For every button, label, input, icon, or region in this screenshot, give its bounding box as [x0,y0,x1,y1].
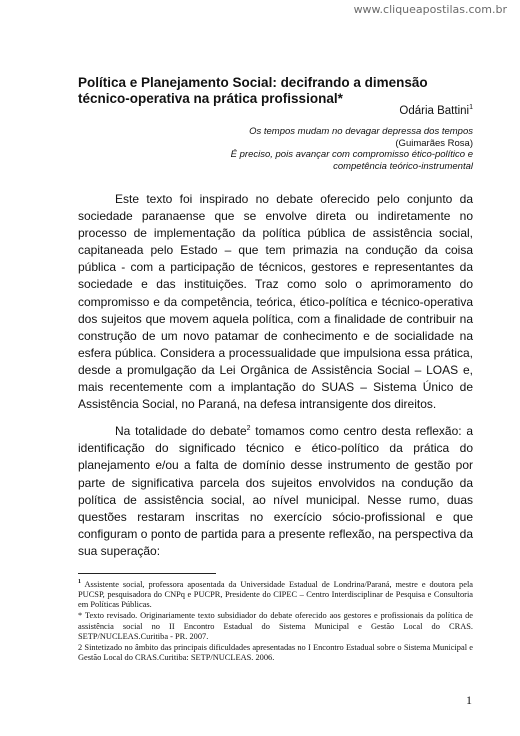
paragraph-2-rest: tomamos como centro desta reflexão: a identificação do significado técnico e ético-político da prática do planejamento e/ou a falta de domínio desse instrumento de gestão por parte de significativa parcela dos sujeitos envolvidos na condução da política de assistência social, ao nível municipal. Nesse rumo, duas questões restaram inscritas no exercício sócio-profissional e que configuram o ponto de partida para a presente reflexão, na perspectiva da sua superação: [78,424,473,558]
footnote-1-marker: 1 [78,579,81,585]
paragraph-1: Este texto foi inspirado no debate oferecido pelo conjunto da sociedade paranaense que se envolve direta ou indiretamente no processo de implementação da política pública de assistência social, capitaneada pelo Estado – que tem primazia na condução da coisa pública - com a participação de técnicos, gestores e representantes da sociedade e das instituições. Traz como solo o aprimoramento do compromisso e da competência, teórica, ético-política e técnico-operativa dos sujeitos que movem aquela política, com a finalidade de contribuir na construção de um novo patamar de conhecimento e de socialidade na esfera pública. Considera a processualidade que impulsiona essa prática, desde a promulgação da Lei Orgânica de Assistência Social – LOAS e, mais recentemente com a implantação do SUAS – Sistema Único de Assistência Social, no Paraná, na defesa intransigente dos direitos. [78,192,473,412]
epigraph-quote-2: É preciso, pois avançar com compromisso ético-político e [230,149,473,160]
footnote-marker-2: 2 [246,425,251,433]
epigraph-quote-1: Os tempos mudam no devagar depressa dos tempos [249,126,473,137]
epigraph-quote-3: competência teórico-instrumental [333,160,473,172]
footnote-separator [78,573,216,574]
body-text [78,191,473,560]
footnote-1 [78,577,473,610]
epigraph [173,126,473,172]
epigraph-attribution: (Guimarães Rosa) [395,137,473,149]
site-watermark: www.cliqueapostilas.com.br [353,3,507,16]
page-number: 1 [466,693,472,707]
footnote-2: 2 Sintetizado no âmbito das principais dificuldades apresentadas no I Encontro Estadual sobre o Sistema Municipal e Gestão Local do CRAS.Curitiba: SETP/NUCLEAS. 2006. [78,643,473,663]
author-line [399,104,473,117]
author-name: Odária Battini [399,104,470,117]
paragraph-2 [78,420,473,560]
author-footnote-marker: 1 [469,104,473,111]
document-title: Política e Planejamento Social: decifrando a dimensão técnico-operativa na prática profissional* [78,75,428,106]
footnote-1-text: Assistente social, professora aposentada da Universidade Estadual de Londrina/Paraná, mestre e doutora pela PUCSP, pesquisadora do CNPq e PUCPR, Presidente do CIPEC – Centro Interdisciplinar de Pesquisa e Consultoria em Políticas Públicas. [78,579,473,610]
footnotes [78,577,473,663]
paragraph-2-start: Na totalidade do debate [115,424,247,439]
footnote-star: * Texto revisado. Originariamente texto subsidiador do debate oferecido aos gestores e profissionais da política de assistência social no II Encontro Estadual do Sistema Municipal e Gestão Local do CRAS. SETP/NUCLEAS.Curitiba - PR. 2007. [78,611,473,641]
